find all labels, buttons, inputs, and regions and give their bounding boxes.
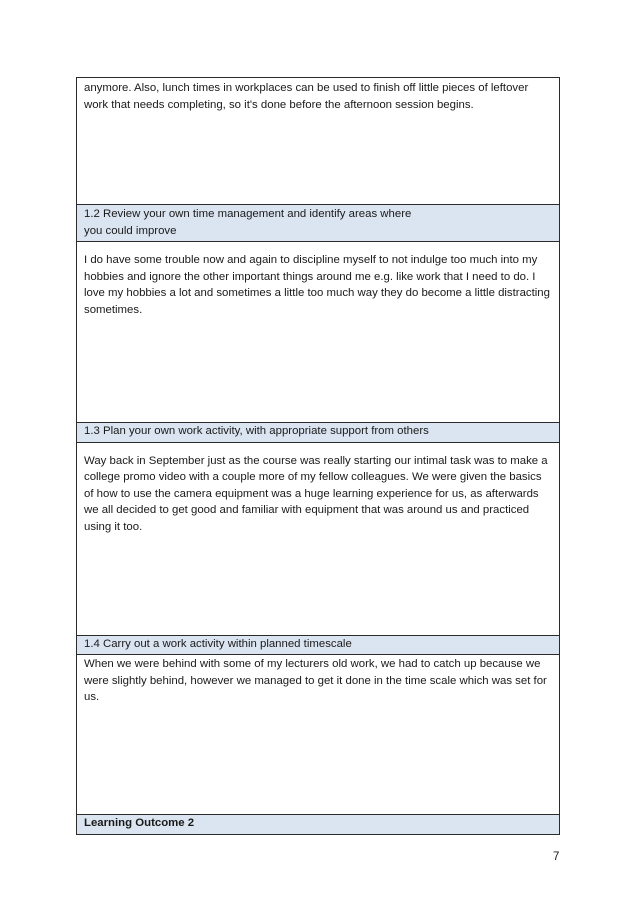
heading-cell-1-3 [77,423,560,443]
heading-cell-1-2 [77,205,560,242]
heading-text-1-2-line1: 1.2 Review your own time management and identify areas where [84,208,412,220]
learning-outcome-row [77,815,560,835]
answer-row-1-3 [77,442,560,635]
answer-cell-1-4 [77,655,560,815]
learning-outcome-label: Learning Outcome 2 [84,817,195,829]
learning-outcome-cell [77,815,560,835]
answer-row-1-1 [77,78,560,205]
answer-cell-1-3 [77,442,560,635]
answer-text-1-3: Way back in September just as the course was really starting our intimal task was to make a college promo video with a couple more of my fellow colleagues. We were given the basics of how to use the camera equipment was a huge learning experience for us, as afterwards we all decided to get good and familiar with equipment that was around us and practiced using it too. [84,454,548,533]
heading-text-1-2-line2: you could improve [84,224,177,237]
heading-row-1-4 [77,635,560,655]
answer-cell-1-2 [77,242,560,423]
assessment-table [76,77,560,835]
answer-row-1-4 [77,655,560,815]
answer-cell-1-1 [77,78,560,205]
heading-cell-1-4 [77,635,560,655]
page-number: 7 [553,851,560,863]
answer-text-1-4: When we were behind with some of my lecturers old work, we had to catch up because we were slightly behind, however we managed to get it done in the time scale which was set for us. [84,658,547,703]
heading-text-1-3: 1.3 Plan your own work activity, with appropriate support from others [84,425,429,437]
answer-row-1-2 [77,242,560,423]
heading-row-1-2 [77,205,560,242]
answer-text-1-2: I do have some trouble now and again to discipline myself to not indulge too much into my hobbies and ignore the other important things around me e.g. like work that I need to do. I love my hobbies a lot and sometimes a little too much way they do become a little distracting sometimes. [84,254,550,316]
heading-row-1-3 [77,423,560,443]
heading-text-1-4: 1.4 Carry out a work activity within planned timescale [84,637,352,650]
answer-text-1-1: anymore. Also, lunch times in workplaces can be used to finish off little pieces of leftover work that needs completing, so it's done before the afternoon session begins. [84,82,529,111]
